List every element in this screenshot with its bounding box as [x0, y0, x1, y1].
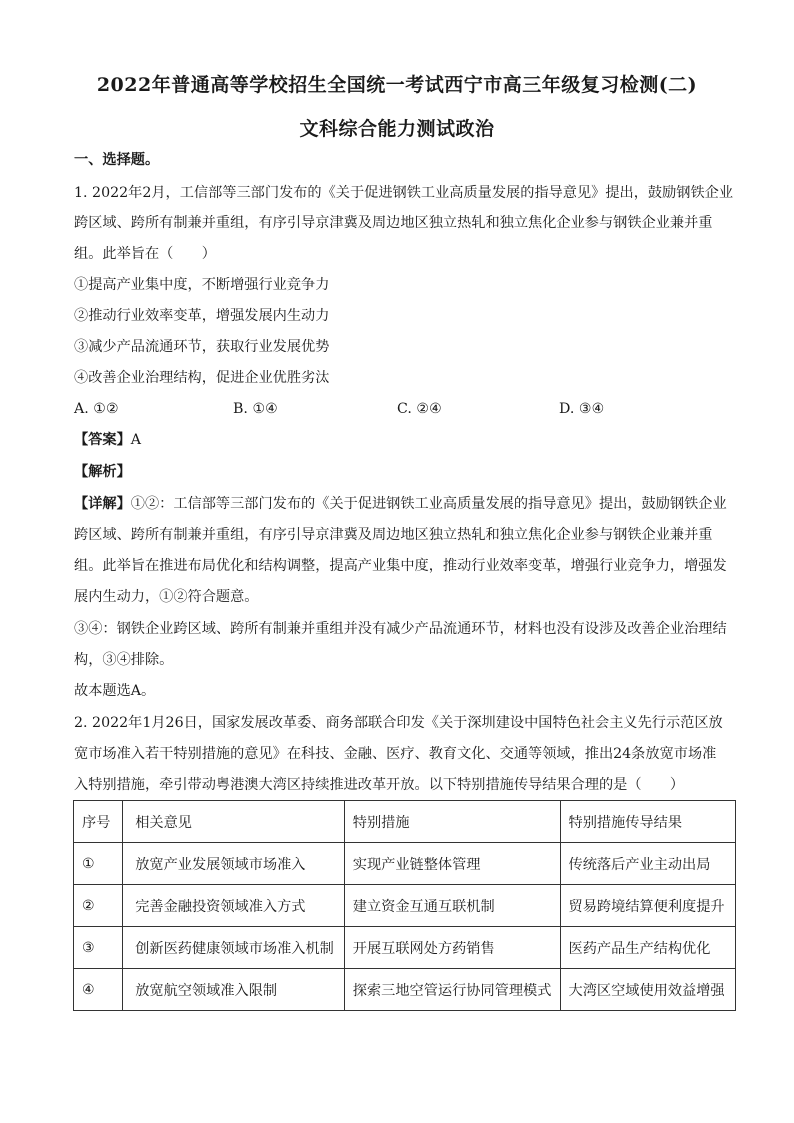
q1-item-4: ④改善企业治理结构，促进企业优胜劣汰: [74, 370, 330, 386]
table-header-cell: 序号: [74, 801, 123, 843]
q1-detail-line-2: 跨区域、跨所有制兼并重组，有序引导京津冀及周边地区独立热轧和独立焦化企业参与钢铁企业兼并重: [74, 527, 713, 543]
q1-choice-d: D. ③④: [559, 401, 605, 417]
table-header-cell: 相关意见: [123, 801, 345, 843]
detail-text-1: ①②：工信部等三部门发布的《关于促进钢铁工业高质量发展的指导意见》提出，鼓励钢铁企业: [130, 496, 727, 512]
table-cell: 创新医药健康领域市场准入机制: [123, 927, 345, 969]
q2-options-table: [73, 800, 736, 1011]
table-cell: ③: [74, 927, 123, 969]
q1-stem-line-1: 1. 2022年2月，工信部等三部门发布的《关于促进钢铁工业高质量发展的指导意见》提出，鼓励钢铁企业: [74, 185, 734, 201]
table-cell: ①: [74, 843, 123, 885]
section-heading: 一、选择题。: [74, 152, 160, 168]
q1-stem-line-2: 跨区域、跨所有制兼并重组，有序引导京津冀及周边地区独立热轧和独立焦化企业参与钢铁企业兼并重: [74, 215, 713, 231]
q2-stem-line-2: 宽市场准入若干特别措施的意见》在科技、金融、医疗、教育文化、交通等领域，推出24条放宽市场准: [74, 746, 717, 762]
table-cell: 开展互联网处方药销售: [344, 927, 560, 969]
table-cell: 医药产品生产结构优化: [560, 927, 735, 969]
q1-detail-line-6: 构，③④排除。: [74, 652, 174, 668]
answer-label: 【答案】: [74, 432, 131, 448]
table-cell: 贸易跨境结算便利度提升: [560, 885, 735, 927]
q2-stem-line-3: 入特别措施，牵引带动粤港澳大湾区持续推进改革开放。以下特别措施传导结果合理的是（ ）: [74, 777, 685, 793]
detail-label: 【详解】: [74, 496, 131, 512]
q1-item-3: ③减少产品流通环节，获取行业发展优势: [74, 339, 330, 355]
table-cell: 实现产业链整体管理: [344, 843, 560, 885]
table-cell: 完善金融投资领域准入方式: [123, 885, 345, 927]
answer-value: A: [130, 432, 142, 448]
q1-stem-line-3: 组。此举旨在（ ）: [74, 246, 216, 262]
q1-detail-line-4: 展内生动力，①②符合题意。: [74, 589, 259, 605]
q1-detail-line-5: ③④：钢铁企业跨区域、跨所有制兼并重组并没有减少产品流通环节，材料也没有设涉及改善企业治理结: [74, 621, 727, 637]
table-row: [74, 885, 736, 927]
q2-stem-line-1: 2. 2022年1月26日，国家发展改革委、商务部联合印发《关于深圳建设中国特色社会主义先行示范区放: [74, 715, 723, 731]
q1-item-2: ②推动行业效率变革，增强发展内生动力: [74, 308, 330, 324]
table-cell: 探索三地空管运行协同管理模式: [344, 969, 560, 1011]
table-header-cell: 特别措施: [344, 801, 560, 843]
table-cell: 放宽产业发展领域市场准入: [123, 843, 345, 885]
q1-detail-line-1: [74, 494, 727, 514]
q1-choice-a: A. ①②: [74, 401, 119, 417]
analysis-label: 【解析】: [74, 464, 131, 480]
table-header-row: [74, 801, 736, 843]
table-row: [74, 843, 736, 885]
q1-conclusion: 故本题选A。: [74, 683, 156, 699]
table-cell: ④: [74, 969, 123, 1011]
table-cell: 放宽航空领域准入限制: [123, 969, 345, 1011]
table-header-cell: 特别措施传导结果: [560, 801, 735, 843]
q1-choice-b: B. ①④: [233, 401, 278, 417]
table-cell: 传统落后产业主动出局: [560, 843, 735, 885]
table-row: [74, 927, 736, 969]
q1-detail-line-3: 组。此举旨在推进布局优化和结构调整，提高产业集中度，推动行业效率变革，增强行业竞争力，增强发: [74, 558, 727, 574]
document-subtitle: 文科综合能力测试政治: [299, 118, 495, 140]
table-cell: 建立资金互通互联机制: [344, 885, 560, 927]
q1-item-1: ①提高产业集中度，不断增强行业竞争力: [74, 277, 330, 293]
document-title: 2022年普通高等学校招生全国统一考试西宁市高三年级复习检测(二): [96, 74, 698, 96]
table-row: [74, 969, 736, 1011]
table-cell: 大湾区空域使用效益增强: [560, 969, 735, 1011]
q1-answer: [74, 430, 141, 450]
table-cell: ②: [74, 885, 123, 927]
q1-choice-c: C. ②④: [397, 401, 442, 417]
